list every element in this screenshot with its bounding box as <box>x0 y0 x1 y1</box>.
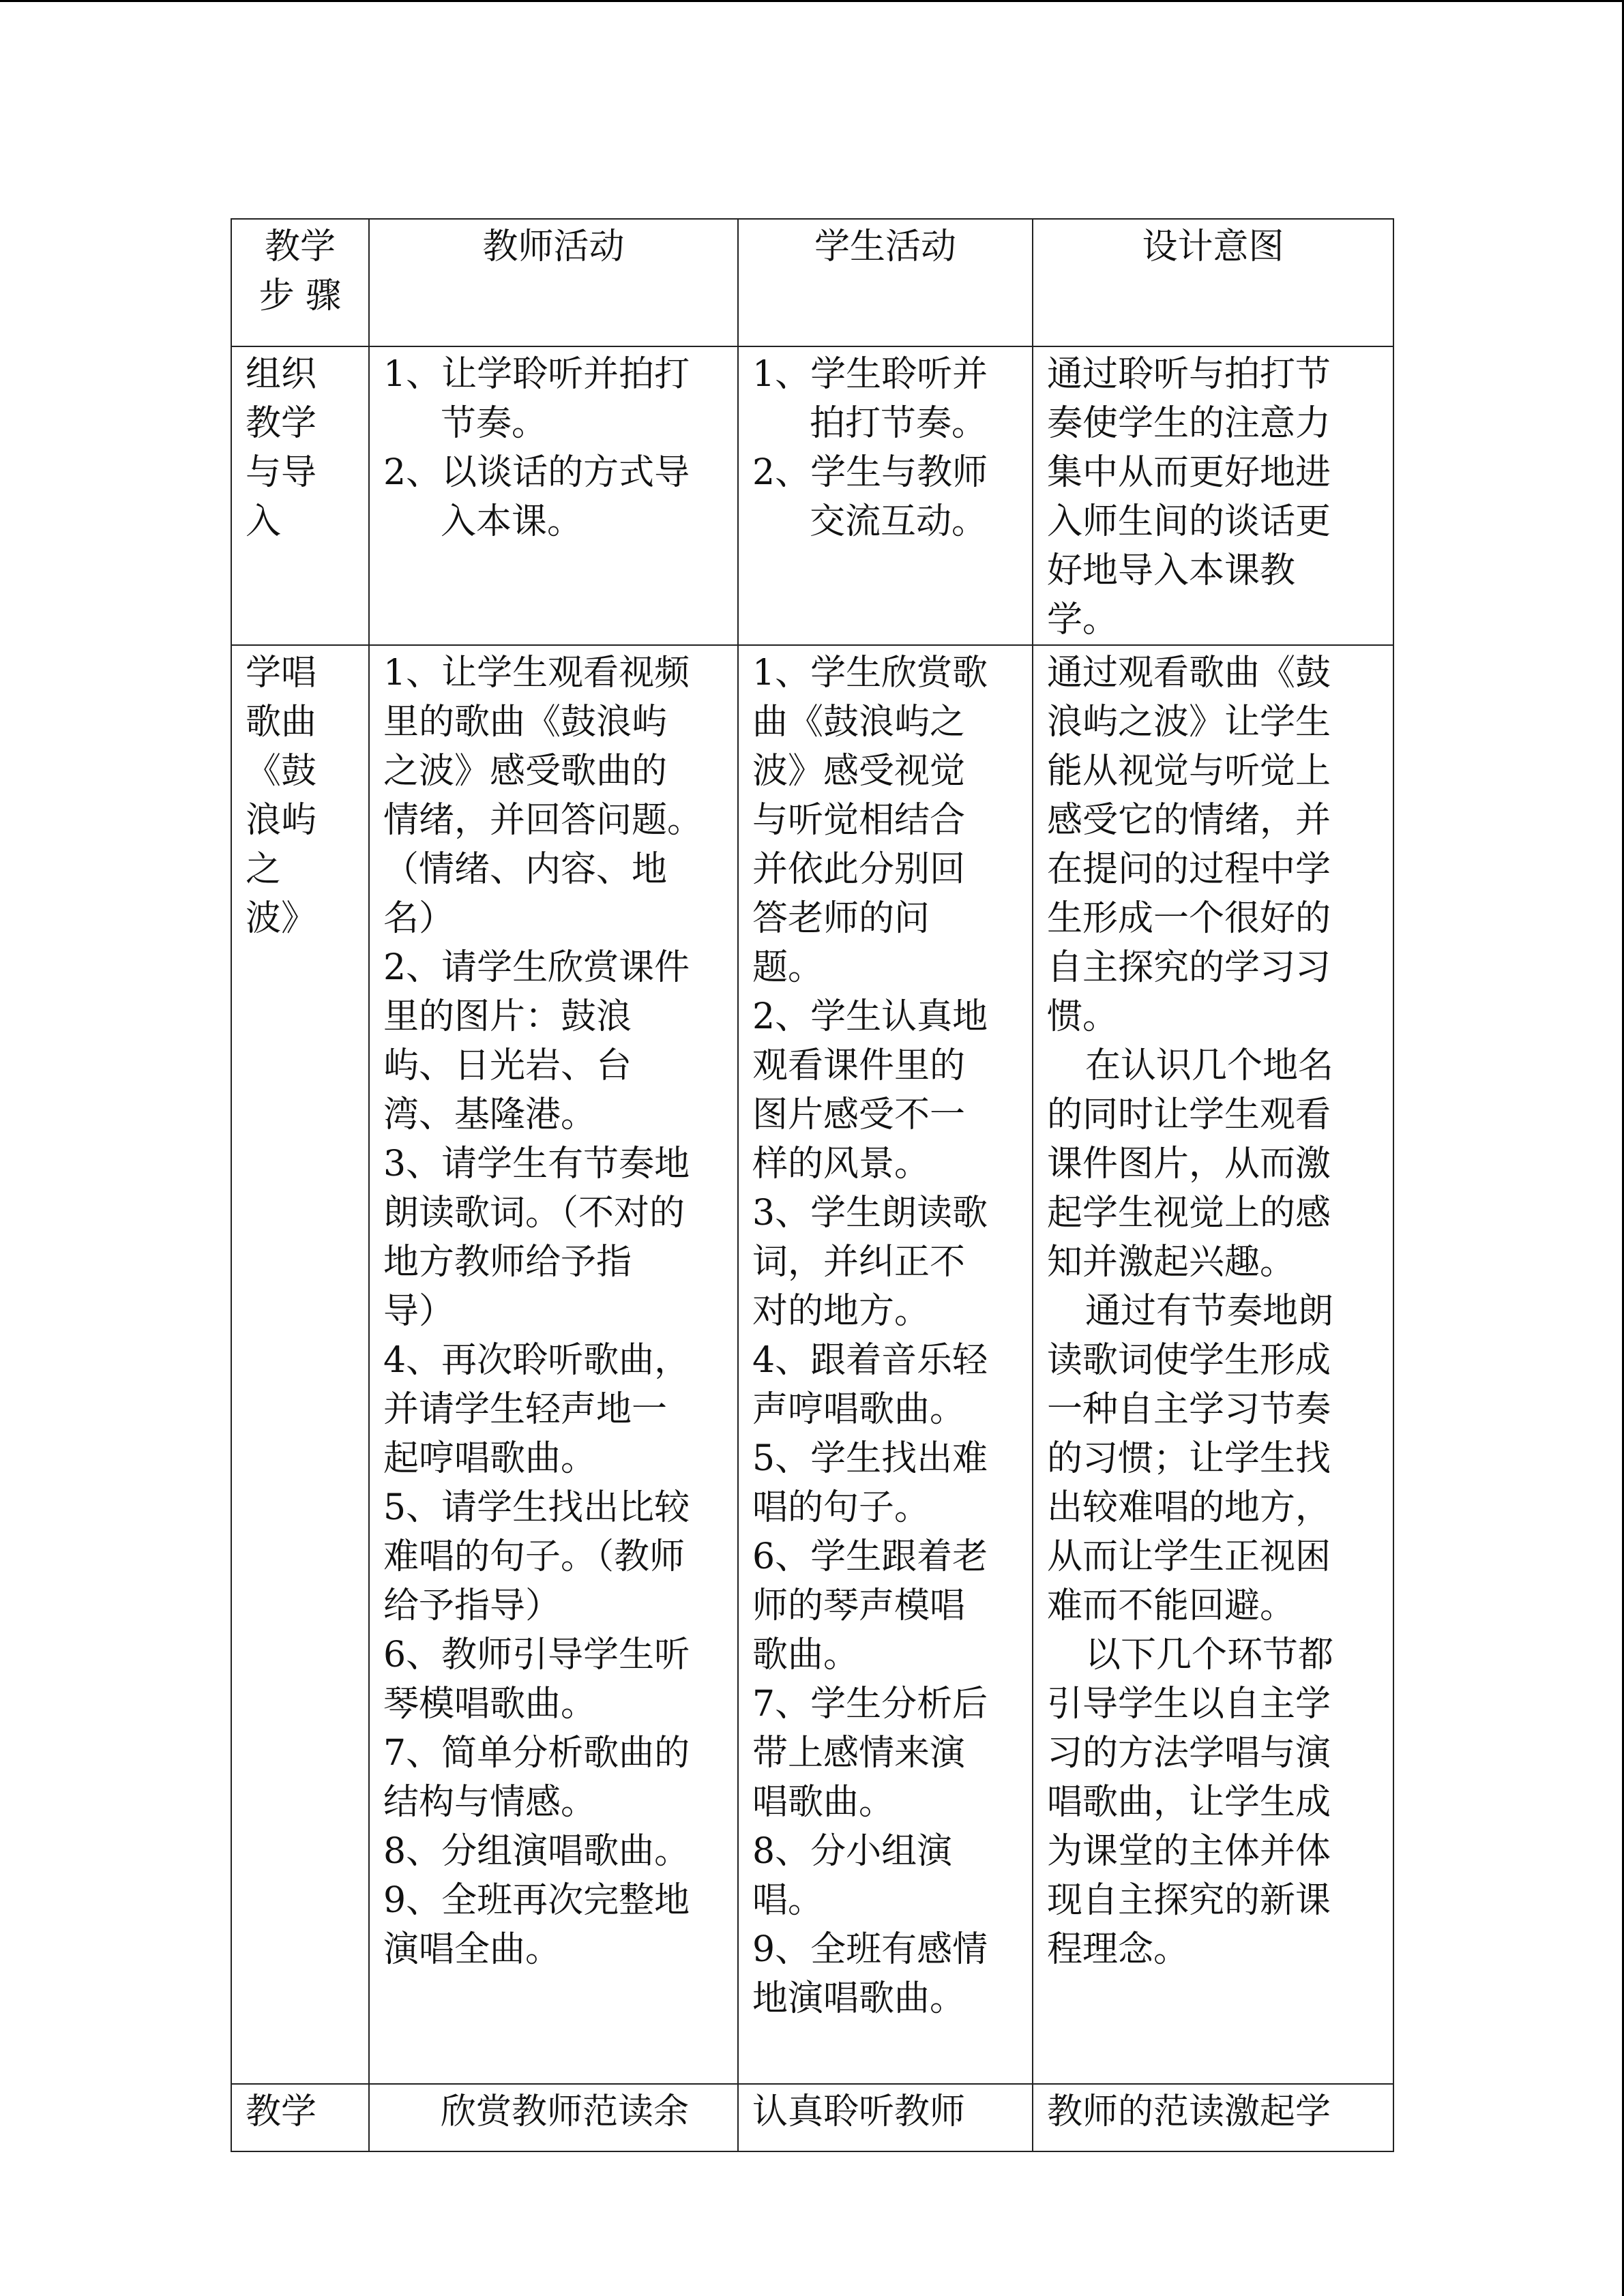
sing-design <box>1033 645 1393 2084</box>
next-teacher <box>369 2084 738 2151</box>
sing-student-line: 观看课件里的 <box>752 1045 966 1086</box>
sing-design-line: 读歌词使学生形成 <box>1047 1340 1331 1381</box>
sing-design-line: 为课堂的主体并体 <box>1047 1831 1331 1872</box>
sing-teacher-line: 演唱全曲。 <box>383 1929 561 1970</box>
intro-step-line: 组织 <box>246 354 317 395</box>
sing-teacher-line: 起哼唱歌曲。 <box>383 1438 597 1479</box>
intro-student-line: 交流互动。 <box>810 501 988 542</box>
lesson-plan-table <box>231 218 1394 2152</box>
sing-student-line: 唱的句子。 <box>752 1487 930 1528</box>
intro-design-line: 入师生间的谈话更 <box>1047 501 1331 542</box>
sing-student-line: 题。 <box>752 947 824 988</box>
sing-student-line: 声哼唱歌曲。 <box>752 1389 966 1430</box>
intro-design-line: 奏使学生的注意力 <box>1047 403 1331 444</box>
intro-teacher <box>369 346 738 645</box>
sing-design-line: 在提问的过程中学 <box>1047 849 1331 890</box>
sing-teacher-line: 9、全班再次完整地 <box>383 1880 690 1921</box>
sing-design-line: 惯。 <box>1047 996 1119 1037</box>
sing-design-line: 浪屿之波》让学生 <box>1047 702 1331 743</box>
sing-step-line: 歌曲 <box>246 702 317 743</box>
table-row-sing <box>231 645 1393 2084</box>
sing-teacher-line: 朗读歌词。（不对的 <box>383 1193 685 1234</box>
sing-design-line: 从而让学生正视困 <box>1047 1536 1331 1577</box>
sing-student-line: 曲《鼓浪屿之 <box>752 702 966 743</box>
sing-student-line: 并依此分别回 <box>752 849 966 890</box>
intro-design-line: 好地导入本课教 <box>1047 550 1296 591</box>
intro-teacher-line: 节奏。 <box>441 403 548 444</box>
sing-student-line: 带上感情来演 <box>752 1733 966 1774</box>
sing-design-line: 起学生视觉上的感 <box>1047 1193 1331 1234</box>
table-row-next <box>231 2084 1393 2151</box>
sing-step-line: 《鼓 <box>246 751 317 792</box>
header-student: 学生活动 <box>738 219 1033 346</box>
sing-teacher-line: 难唱的句子。（教师 <box>383 1536 685 1577</box>
sing-student-line: 歌曲。 <box>752 1635 859 1675</box>
intro-teacher-line: 入本课。 <box>441 501 583 542</box>
sing-design-line: 能从视觉与听觉上 <box>1047 751 1331 792</box>
table-row-intro <box>231 346 1393 645</box>
header-step <box>231 219 369 346</box>
sing-student-line: 师的琴声模唱 <box>752 1585 966 1626</box>
sing-teacher-line: 里的歌曲《鼓浪屿 <box>383 702 668 743</box>
sing-student-line: 答老师的问 <box>752 898 930 939</box>
intro-design-line: 集中从而更好地进 <box>1047 452 1331 493</box>
sing-design-line: 一种自主学习节奏 <box>1047 1389 1331 1430</box>
sing-student-line: 2、学生认真地 <box>752 996 988 1037</box>
sing-student-line: 6、学生跟着老 <box>752 1536 988 1577</box>
intro-step-line: 入 <box>246 501 282 542</box>
table-header-row <box>231 219 1393 346</box>
sing-design-line: 难而不能回避。 <box>1047 1585 1296 1626</box>
sing-design-line: 的同时让学生观看 <box>1047 1094 1331 1135</box>
next-student: 认真聆听教师 <box>738 2084 1033 2151</box>
intro-student <box>738 346 1033 645</box>
intro-step <box>231 346 369 645</box>
sing-design-line: 感受它的情绪，并 <box>1047 800 1331 841</box>
sing-design-line: 习的方法学唱与演 <box>1047 1733 1331 1774</box>
next-design: 教师的范读激起学 <box>1033 2084 1393 2151</box>
sing-student-line: 唱歌曲。 <box>752 1782 895 1823</box>
sing-teacher-line: 7、简单分析歌曲的 <box>383 1733 690 1774</box>
sing-step-line: 之 <box>246 849 282 890</box>
sing-design-line: 的习惯；让学生找 <box>1047 1438 1331 1479</box>
sing-teacher-line: 给予指导） <box>383 1585 561 1626</box>
page-edge-top <box>0 0 1624 2</box>
sing-teacher-line: 4、再次聆听歌曲， <box>383 1340 690 1381</box>
intro-step-line: 与导 <box>246 452 317 493</box>
next-teacher-line: 欣赏教师范读余 <box>441 2091 690 2132</box>
sing-student-line: 图片感受不一 <box>752 1094 966 1135</box>
sing-student <box>738 645 1033 2084</box>
intro-step-line: 教学 <box>246 403 317 444</box>
intro-teacher-line: 1、让学聆听并拍打 <box>383 354 690 395</box>
sing-design-line: 知并激起兴趣。 <box>1047 1242 1296 1283</box>
sing-step-line: 浪屿 <box>246 800 317 841</box>
sing-teacher-line: 并请学生轻声地一 <box>383 1389 668 1430</box>
sing-teacher-line: 屿、日光岩、台 <box>383 1045 632 1086</box>
sing-teacher-line: 名） <box>383 898 455 939</box>
intro-student-line: 2、学生与教师 <box>752 452 988 493</box>
sing-design-line: 出较难唱的地方， <box>1047 1487 1331 1528</box>
sing-step-line: 学唱 <box>246 653 317 694</box>
sing-teacher <box>369 645 738 2084</box>
sing-design-line: 现自主探究的新课 <box>1047 1880 1331 1921</box>
sing-student-line: 3、学生朗读歌 <box>752 1193 988 1234</box>
sing-design-line: 通过有节奏地朗 <box>1085 1291 1334 1332</box>
sing-design-line: 程理念。 <box>1047 1929 1190 1970</box>
header-step-line1: 教学 <box>264 226 336 267</box>
header-teacher: 教师活动 <box>369 219 738 346</box>
sing-teacher-line: 导） <box>383 1291 455 1332</box>
sing-student-line: 唱。 <box>752 1880 824 1921</box>
sing-teacher-line: 2、请学生欣赏课件 <box>383 947 690 988</box>
intro-student-line: 1、学生聆听并 <box>752 354 988 395</box>
sing-design-line: 在认识几个地名 <box>1085 1045 1334 1086</box>
sing-teacher-line: （情绪、内容、地 <box>383 849 668 890</box>
header-design: 设计意图 <box>1033 219 1393 346</box>
sing-teacher-line: 琴模唱歌曲。 <box>383 1684 597 1725</box>
sing-teacher-line: 情绪，并回答问题。 <box>383 800 703 841</box>
sing-step <box>231 645 369 2084</box>
sing-teacher-line: 结构与情感。 <box>383 1782 597 1823</box>
sing-teacher-line: 地方教师给予指 <box>383 1242 632 1283</box>
intro-design-line: 学。 <box>1047 599 1119 640</box>
sing-design-line: 引导学生以自主学 <box>1047 1684 1331 1725</box>
sing-design-line: 生形成一个很好的 <box>1047 898 1331 939</box>
sing-student-line: 地演唱歌曲。 <box>752 1978 966 2019</box>
sing-student-line: 1、学生欣赏歌 <box>752 653 988 694</box>
intro-student-line: 拍打节奏。 <box>810 403 988 444</box>
sing-teacher-line: 3、请学生有节奏地 <box>383 1144 690 1184</box>
sing-student-line: 9、全班有感情 <box>752 1929 988 1970</box>
sing-student-line: 波》感受视觉 <box>752 751 966 792</box>
sing-design-line: 通过观看歌曲《鼓 <box>1047 653 1331 694</box>
next-step: 教学 <box>231 2084 369 2151</box>
header-step-line2: 步 骤 <box>259 275 342 316</box>
sing-design-line: 以下几个环节都 <box>1085 1635 1334 1675</box>
sing-student-line: 与听觉相结合 <box>752 800 966 841</box>
intro-design <box>1033 346 1393 645</box>
sing-teacher-line: 8、分组演唱歌曲。 <box>383 1831 690 1872</box>
sing-student-line: 样的风景。 <box>752 1144 930 1184</box>
intro-design-line: 通过聆听与拍打节 <box>1047 354 1331 395</box>
sing-design-line: 课件图片，从而激 <box>1047 1144 1331 1184</box>
sing-student-line: 4、跟着音乐轻 <box>752 1340 988 1381</box>
sing-teacher-line: 6、教师引导学生听 <box>383 1635 690 1675</box>
sing-teacher-line: 里的图片：鼓浪 <box>383 996 632 1037</box>
sing-teacher-line: 1、让学生观看视频 <box>383 653 690 694</box>
sing-design-line: 唱歌曲，让学生成 <box>1047 1782 1331 1823</box>
sing-student-line: 对的地方。 <box>752 1291 930 1332</box>
sing-design-line: 自主探究的学习习 <box>1047 947 1331 988</box>
sing-teacher-line: 湾、基隆港。 <box>383 1094 597 1135</box>
sing-teacher-line: 5、请学生找出比较 <box>383 1487 690 1528</box>
sing-teacher-line: 之波》感受歌曲的 <box>383 751 668 792</box>
sing-student-line: 5、学生找出难 <box>752 1438 988 1479</box>
sing-student-line: 词，并纠正不 <box>752 1242 966 1283</box>
intro-teacher-line: 2、以谈话的方式导 <box>383 452 690 493</box>
sing-student-line: 7、学生分析后 <box>752 1684 988 1725</box>
sing-student-line: 8、分小组演 <box>752 1831 953 1872</box>
sing-step-line: 波》 <box>246 898 317 939</box>
